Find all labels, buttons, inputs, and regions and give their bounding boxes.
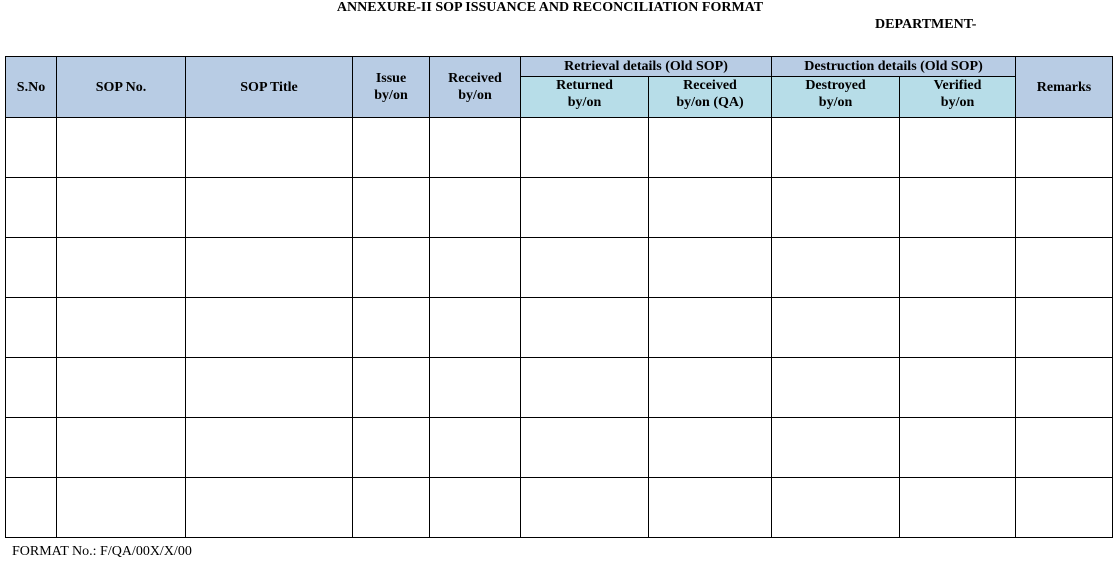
table-cell[interactable] xyxy=(772,178,900,238)
table-cell[interactable] xyxy=(772,118,900,178)
table-cell[interactable] xyxy=(353,118,430,178)
table-cell[interactable] xyxy=(57,478,186,538)
table-cell[interactable] xyxy=(186,238,353,298)
table-cell[interactable] xyxy=(521,358,649,418)
table-cell[interactable] xyxy=(900,178,1016,238)
table-cell[interactable] xyxy=(521,478,649,538)
table-cell[interactable] xyxy=(430,358,521,418)
table-cell[interactable] xyxy=(186,178,353,238)
header-retrieval: Retrieval details (Old SOP) xyxy=(521,57,772,77)
table-cell[interactable] xyxy=(186,418,353,478)
table-row xyxy=(6,418,1113,478)
table-cell[interactable] xyxy=(186,298,353,358)
table-cell[interactable] xyxy=(772,238,900,298)
table-cell[interactable] xyxy=(900,358,1016,418)
table-cell[interactable] xyxy=(649,118,772,178)
table-cell[interactable] xyxy=(353,478,430,538)
header-sop-no: SOP No. xyxy=(57,57,186,118)
table-cell[interactable] xyxy=(430,178,521,238)
table-cell[interactable] xyxy=(353,418,430,478)
table-cell[interactable] xyxy=(57,238,186,298)
table-cell[interactable] xyxy=(900,118,1016,178)
table-cell[interactable] xyxy=(430,298,521,358)
table-cell[interactable] xyxy=(353,178,430,238)
table-cell[interactable] xyxy=(772,478,900,538)
table-cell[interactable] xyxy=(186,478,353,538)
table-cell[interactable] xyxy=(57,358,186,418)
header-returned: Returned by/on xyxy=(521,77,649,118)
table-cell[interactable] xyxy=(521,418,649,478)
table-cell[interactable] xyxy=(6,478,57,538)
table-cell[interactable] xyxy=(900,298,1016,358)
header-received-qa: Received by/on (QA) xyxy=(649,77,772,118)
table-cell[interactable] xyxy=(521,238,649,298)
header-destruction: Destruction details (Old SOP) xyxy=(772,57,1016,77)
table-row xyxy=(6,178,1113,238)
table-cell[interactable] xyxy=(6,358,57,418)
table-cell[interactable] xyxy=(430,238,521,298)
table-row xyxy=(6,118,1113,178)
table-cell[interactable] xyxy=(1016,478,1113,538)
table-cell[interactable] xyxy=(6,178,57,238)
format-number: FORMAT No.: F/QA/00X/X/00 xyxy=(12,544,192,559)
table-cell[interactable] xyxy=(57,298,186,358)
table-cell[interactable] xyxy=(521,118,649,178)
table-cell[interactable] xyxy=(57,178,186,238)
table-cell[interactable] xyxy=(353,238,430,298)
table-cell[interactable] xyxy=(353,298,430,358)
table-cell[interactable] xyxy=(649,178,772,238)
header-destroyed: Destroyed by/on xyxy=(772,77,900,118)
table-cell[interactable] xyxy=(430,118,521,178)
header-sop-title: SOP Title xyxy=(186,57,353,118)
table-cell[interactable] xyxy=(521,178,649,238)
department-label: DEPARTMENT- xyxy=(875,17,977,32)
table-cell[interactable] xyxy=(57,418,186,478)
table-cell[interactable] xyxy=(1016,118,1113,178)
table-cell[interactable] xyxy=(430,478,521,538)
table-cell[interactable] xyxy=(772,298,900,358)
header-issue: Issue by/on xyxy=(353,57,430,118)
table-cell[interactable] xyxy=(649,418,772,478)
table-cell[interactable] xyxy=(649,238,772,298)
table-cell[interactable] xyxy=(1016,298,1113,358)
table-row xyxy=(6,238,1113,298)
table-cell[interactable] xyxy=(6,298,57,358)
table-cell[interactable] xyxy=(900,478,1016,538)
table-cell[interactable] xyxy=(772,418,900,478)
table-cell[interactable] xyxy=(353,358,430,418)
table-cell[interactable] xyxy=(186,358,353,418)
header-remarks: Remarks xyxy=(1016,57,1113,118)
table-cell[interactable] xyxy=(649,358,772,418)
table-row xyxy=(6,298,1113,358)
sop-reconciliation-table xyxy=(5,56,1113,538)
table-cell[interactable] xyxy=(1016,358,1113,418)
table-cell[interactable] xyxy=(1016,178,1113,238)
table-cell[interactable] xyxy=(649,298,772,358)
document-title: ANNEXURE-II SOP ISSUANCE AND RECONCILIATION FORMAT xyxy=(336,0,764,15)
table-cell[interactable] xyxy=(521,298,649,358)
table-cell[interactable] xyxy=(186,118,353,178)
table-cell[interactable] xyxy=(900,238,1016,298)
table-cell[interactable] xyxy=(430,418,521,478)
header-verified: Verified by/on xyxy=(900,77,1016,118)
table-row xyxy=(6,358,1113,418)
header-sno: S.No xyxy=(6,57,57,118)
table-row xyxy=(6,478,1113,538)
table-cell[interactable] xyxy=(900,418,1016,478)
header-received: Received by/on xyxy=(430,57,521,118)
table-cell[interactable] xyxy=(1016,238,1113,298)
table-cell[interactable] xyxy=(57,118,186,178)
table-cell[interactable] xyxy=(6,238,57,298)
table-cell[interactable] xyxy=(6,418,57,478)
table-cell[interactable] xyxy=(1016,418,1113,478)
table-cell[interactable] xyxy=(649,478,772,538)
table-cell[interactable] xyxy=(6,118,57,178)
table-cell[interactable] xyxy=(772,358,900,418)
